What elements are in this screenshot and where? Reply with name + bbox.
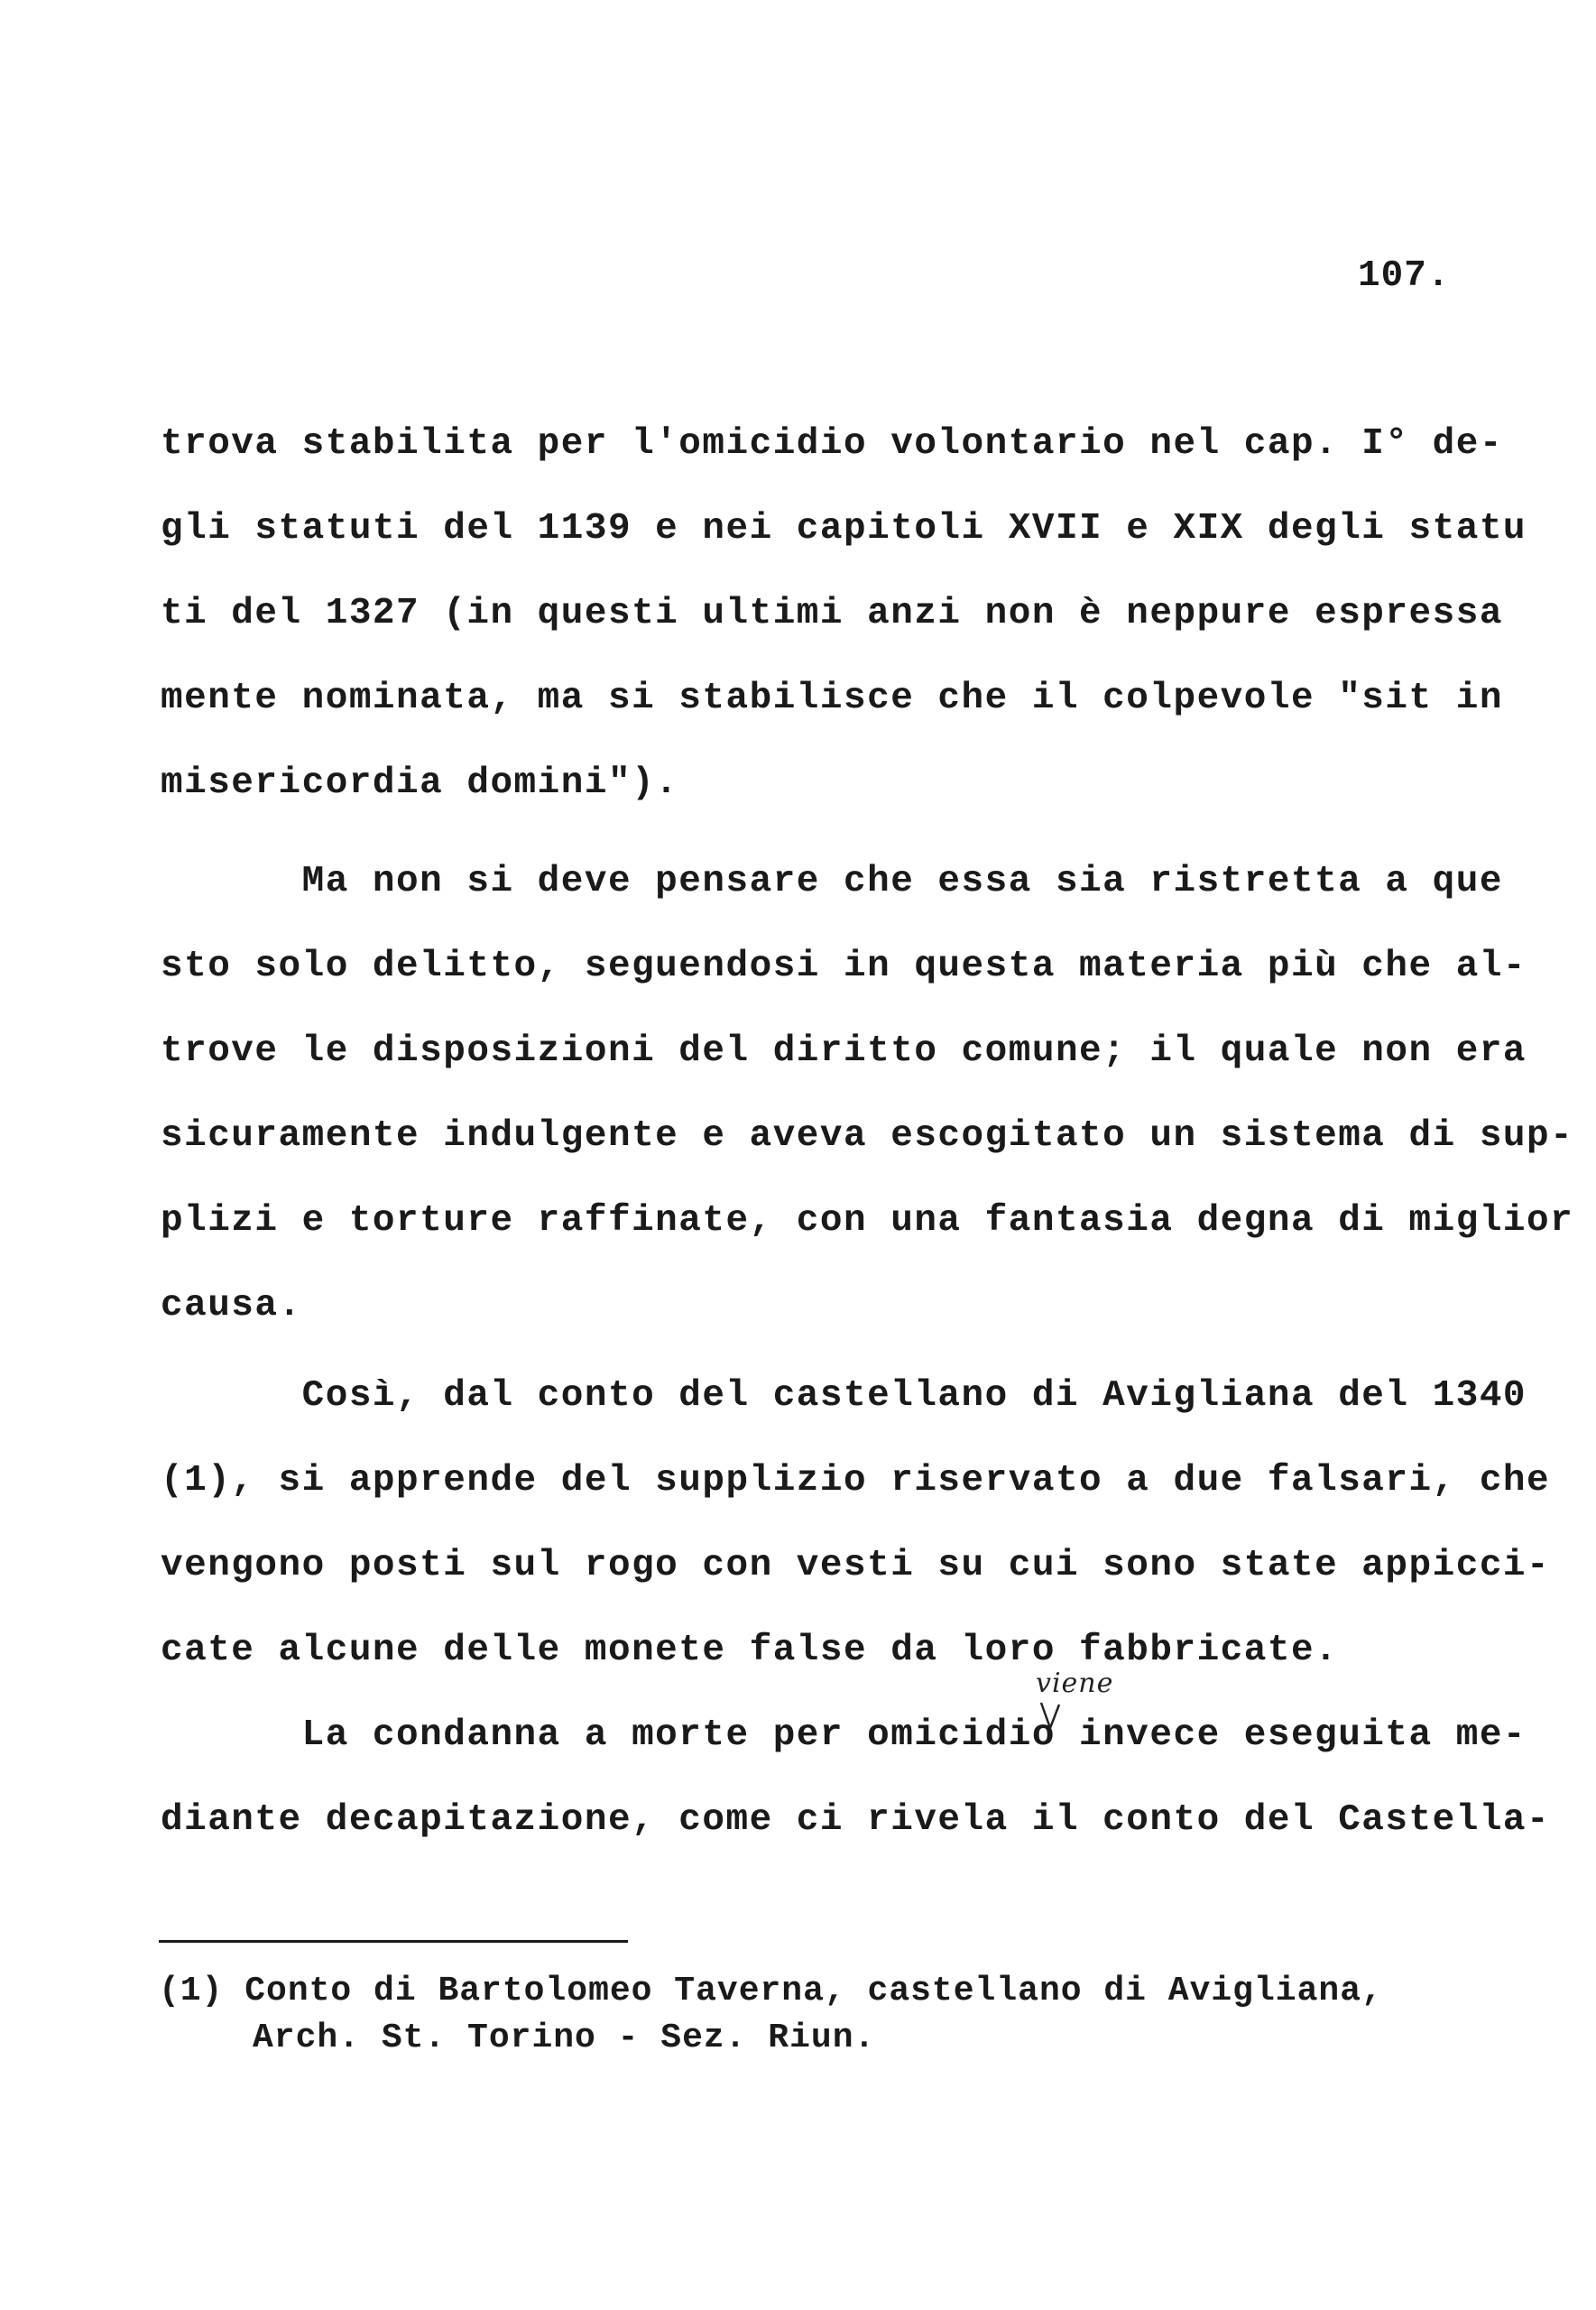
body-line: misericordia domini"). — [161, 762, 679, 804]
footnote-line-2: Arch. St. Torino - Sez. Riun. — [253, 2019, 876, 2057]
body-line: Ma non si deve pensare che essa sia ristretta a que — [161, 861, 1503, 902]
body-line: sicuramente indulgente e aveva escogitato un sistema di sup- — [161, 1115, 1574, 1157]
body-line: sto solo delitto, seguendosi in questa materia più che al- — [161, 946, 1527, 987]
body-line: diante decapitazione, come ci rivela il conto del Castella- — [161, 1799, 1551, 1841]
body-line: cate alcune delle monete false da loro fabbricate. — [161, 1630, 1339, 1671]
body-line: gli statuti del 1139 e nei capitoli XVII e XIX degli statu — [161, 508, 1527, 550]
insertion-caret-mark — [1039, 1701, 1061, 1732]
body-line: (1), si apprende del supplizio riservato a due falsari, che — [161, 1460, 1551, 1502]
footnote-divider — [159, 1940, 628, 1943]
body-line: causa. — [161, 1285, 302, 1326]
body-line: Così, dal conto del castellano di Avigliana del 1340 — [161, 1375, 1527, 1417]
body-line: vengono posti sul rogo con vesti su cui sono state appicci- — [161, 1545, 1551, 1586]
body-line: ti del 1327 (in questi ultimi anzi non è neppure espressa — [161, 593, 1503, 634]
body-line: La condanna a morte per omicidio invece eseguita me- — [161, 1714, 1527, 1756]
page-number: 107. — [1358, 255, 1451, 297]
body-line: mente nominata, ma si stabilisce che il colpevole "sit in — [161, 678, 1503, 719]
body-line: trove le disposizioni del diritto comune; il quale non era — [161, 1030, 1527, 1072]
handwritten-insertion: viene — [1036, 1668, 1114, 1699]
body-line: trova stabilita per l'omicidio volontario nel cap. I° de- — [161, 423, 1503, 465]
footnote-line-1: (1) Conto di Bartolomeo Taverna, castellano di Avigliana, — [159, 1972, 1383, 2010]
body-line: plizi e torture raffinate, con una fantasia degna di miglior — [161, 1200, 1574, 1242]
